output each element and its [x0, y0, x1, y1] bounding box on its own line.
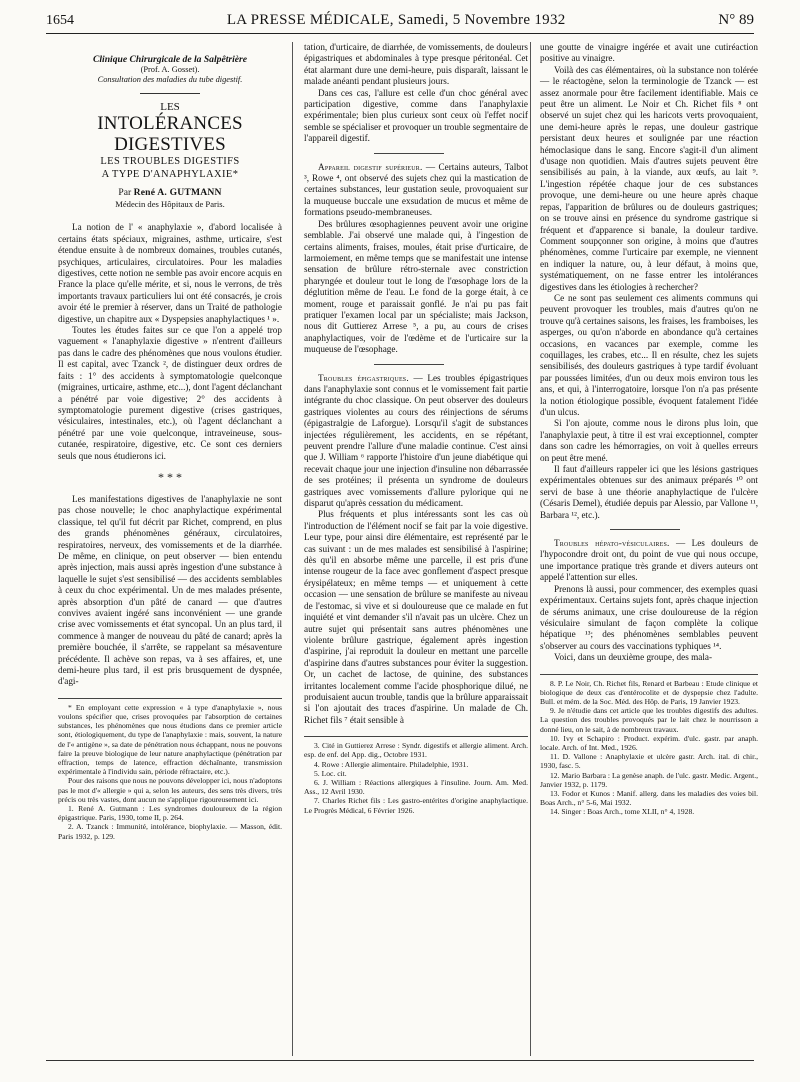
paragraph: Si l'on ajoute, comme nous le dirons plus loin, que l'anaphylaxie peut, à titre il est vrai exceptionnel, compter dans son cadre les hémorragies, on voit à quelles erreurs on peut être mené.: [540, 418, 758, 463]
reference: 14. Singer : Boas Arch., tome XLII, n° 4, 1928.: [550, 807, 695, 817]
page-header: [46, 12, 754, 32]
column-1: [58, 42, 282, 841]
title-les: LES: [160, 101, 180, 113]
section-stars: * * *: [158, 469, 182, 484]
paragraph: Des brûlures œsophagiennes peuvent avoir une origine semblable. J'ai observé une malade qui, à l'ingestion de certains aliments, fraises, moules, était prise d'urticaire, de larmoiement, en même temps que se manifestait une intense sensation de brûlure rétro-sternale avec constriction pharyngée et douleur tout le long de l'œsophage lors de la déglutition même de l'eau. Le fond de la gorge était, à ce moment, rouge et paraissait gonflé. Je n'ai pu pas fait pratiquer l'examen local par un spécialiste; mais Jackson, nous dit Guttierez Arrese ⁵, a pu, au cours de crises anaphylactiques, voir de l'œdème et de l'urticaire sur la muqueuse de l'œsophage.: [304, 218, 528, 355]
article-title: INTOLÉRANCES DIGESTIVES: [97, 113, 243, 156]
section-rule: [374, 153, 444, 154]
reference: 9. Je n'étudie dans cet article que les troubles digestifs des adultes. La question des troubles provoqués par le lait chez le nourrisson a donné lieu, on le sait, à de nombreux travaux.: [540, 706, 758, 734]
issue-number: N° 89: [718, 12, 754, 28]
professor: (Prof. A. Gosset).: [140, 65, 200, 74]
paragraph: Voici, dans un deuxième groupe, des mala-: [554, 652, 713, 663]
column-2: [304, 42, 528, 815]
article-subtitle-1: LES TROUBLES DIGESTIFS: [100, 156, 240, 168]
section-rule: [610, 529, 680, 530]
footnote: 2. A. Tzanck : Immunité, intolérance, biophylaxie. — Masson, édit. Paris 1932, p. 129.: [58, 822, 282, 841]
author-line: [58, 187, 282, 199]
section-rule: [374, 364, 444, 365]
footnote: 1. René A. Gutmann : Les syndromes douloureux de la région épigastrique. Paris, 1930, tome II, p. 264.: [58, 804, 282, 823]
paragraph: Toutes les études faites sur ce que l'on a appelé trop vaguement « l'anaphylaxie digestive » n'entrent d'ailleurs pas dans le cadre des phénomènes que nous voulons étudier. Il est capital, avec Tzanck ², de distinguer deux ordres de faits : 1° des accidents à symptomatologie quelconque (migraines, urticaire, asthme, etc...), dont l'agent déclanchant a pénétré par voie digestive; 2° des accidents à symptomatologie purement digestive (crises gastriques, vésiculaires, intestinales, etc.), où l'agent déclanchant a pénétré par une voie quelconque, intraveineuse, sous-cutanée, respiratoire, digestive, etc. Ce sont ces derniers seuls que nous étudierons ici.: [58, 325, 282, 461]
reference: 3. Cité in Guttierez Arrese : Syndr. digestifs et allergie aliment. Arch. esp. de enf. del App. dig., Octobre 1931.: [304, 741, 528, 760]
page-number: 1654: [46, 13, 74, 28]
section-heading: Appareil digestif supérieur.: [318, 161, 423, 172]
reference: 4. Rowe : Allergie alimentaire. Philadelphie, 1931.: [314, 759, 469, 769]
reference: 13. Fodor et Kunos : Manif. allerg. dans les maladies des voies bil. Boas Arch., n° 5-6, Mai 1932.: [540, 788, 758, 808]
section-text: — Certains auteurs, Talbot ³, Rowe ⁴, ont observé des sujets chez qui la mastication de certaines substances, leur gustation seule, provoquaient sur la muqueuse buccale une exsudation de mucus et même de formations pseudo-membraneuses.: [304, 161, 528, 218]
footer-rule: [46, 1060, 754, 1061]
section-paragraph: [540, 538, 758, 584]
paragraph: Ce ne sont pas seulement ces aliments communs qui peuvent provoquer les troubles, mais d'autres qu'on ne trouve qu'à certaines saisons, les fraises, les framboises, les asperges, ou qu'on n'aborde en abondance qu'à certaines occasions, en vacances par exemple, comme les coquillages, les crabes, etc... Il en résulte, chez les sujets sensibilisés, des douleurs gastriques à type tardif évoluant par poussées limitées, d'un ou deux mois environ tous les ans, et qui, à l'interrogatoire, lorsque l'on n'a pas présente la notion étiologique possible, évoquent fatalement l'idée d'un ulcus.: [540, 292, 758, 417]
section-paragraph: [304, 373, 528, 510]
article-subtitle-2: A TYPE D'ANAPHYLAXIE*: [101, 169, 239, 181]
paragraph: Plus fréquents et plus intéressants sont les cas où l'introduction de l'élément nocif se fait par la voie digestive. Leur type, pour ainsi dire élémentaire, est représenté par le cas suivant : un de mes malades est sensibilisé à l'aspirine; dès qu'il en absorbe même une parcelle, il est pris d'une intense rougeur de la face avec gonflement d'aspect presque érysipélateux; en même temps — et uniquement à cette occasion — une sensation de brûlure se manifeste au niveau de l'estomac, si vive et si douloureuse que ce malade en fut inquiété et vint demander s'il n'avait pas un ulcère. Chez un autre sujet qui présentait sans autres phénomènes une violente brûlure gastrique, également après ingestion d'aspirine, j'ai reproduit la douleur en mettant une parcelle d'aspirine dans d'autres substances pour éviter la suggestion. Or, un cachet de lactose, de quinine, des substances irritantes localement comme l'acide phosphorique dilué, ne produisaient aucun trouble, tandis que la brûlure apparaissait si l'on ajoutait des traces d'aspirine. Un malade de Ch. Richet fils ⁷ était sensible à: [304, 509, 528, 725]
section-text: — Les douleurs de l'hypocondre droit ont, du point de vue qui nous occupe, une importance pratique très grande et divers auteurs ont appelé l'attention sur elles.: [540, 538, 758, 583]
paragraph: La notion de l' « anaphylaxie », d'abord localisée à certains états spéciaux, migraines, asthme, urticaire, s'est étendue ensuite à de nombreux domaines, troubles cutanés, psychiques, articulaires, circulatoires. Pour les maladies digestives, cette notion ne semble pas avoir encore acquis en France la place qu'elle mérite, et si, nous le verrons, de très importants travaux particuliers lui ont été consacrés, je crois avoir été le premier à réserver, dans un Traité de pathologie digestive, un chapitre aux « Dyspepsies anaphylactiques ¹ ».: [58, 222, 282, 324]
reference: 10. Ivy et Schapiro : Product. expérim. d'ulc. gastr. par anaph. locale. Arch. of Int. Med., 1926.: [540, 733, 758, 752]
paragraph: Prenons là aussi, pour commencer, des exemples quasi expérimentaux. Certains sujets font, après chaque injection de sérums animaux, une crise douloureuse de la région vésiculaire simulant de façon complète la colique hépatique ¹³; des phénomènes semblables peuvent s'observer au cours des vaccinations typhiques ¹⁴.: [540, 583, 758, 651]
column-divider-2: [530, 42, 531, 1056]
section-heading: Troubles épigastriques.: [318, 372, 409, 383]
reference: 12. Mario Barbara : La genèse anaph. de l'ulc. gastr. Medic. Argent., Janvier 1932, p. 1179.: [540, 770, 758, 789]
title-rule: [140, 93, 200, 94]
author-prefix: Par: [118, 187, 132, 199]
section-heading: Troubles hépato-vésiculaires.: [554, 538, 670, 549]
references: [540, 674, 758, 817]
header-rule: [46, 33, 754, 34]
footnote: Pour des raisons que nous ne pouvons développer ici, nous n'adoptons pas le mot d'« allergie » qui a, selon les auteurs, des sens très divers, très précis ou très vastes, dont aucun ne s'applique rigoureusement ici.: [58, 776, 282, 804]
paragraph: Dans ces cas, l'allure est celle d'un choc général avec participation digestive, comme dans l'anaphylaxie expérimentale; bien plus curieux sont ceux où l'effet nocif semble se spécialiser et provoquer un trouble segmentaire de l'appareil digestif.: [304, 87, 528, 144]
author-role: Médecin des Hôpitaux de Paris.: [115, 199, 225, 210]
column-3: [540, 42, 758, 817]
author-name: René A. GUTMANN: [133, 187, 222, 199]
section-text: — Les troubles épigastriques dans l'anaphylaxie sont connus et le vomissement fait partie intégrante du choc classique. On peut observer des douleurs gastriques violentes au cours des réinjections de sérums (épigastralgie de Laforgue). Lorsqu'il s'agit de substances injectées régulièrement, les accidents, en se répétant, peuvent prendre l'allure d'une maladie continue. C'est ainsi que J. William ⁶ rapporte l'histoire d'un jeune diabétique qui recevait chaque jour une injection d'insuline non débarrassée de ses protéines; il présenta un syndrome de douleurs gastriques avec vomissements d'allure pylorique qui ne disparut qu'après cessation du médicament.: [304, 372, 528, 509]
section-paragraph: [304, 162, 528, 219]
paragraph: Voilà des cas élémentaires, où la substance non tolérée — le réactogène, selon la terminologie de Tzanck — est assez anormale pour être facilement identifiable. Mais ce peut être un aliment. Le Noir et Ch. Richet fils ⁸ ont observé un sujet chez qui les haricots verts provoquaient, une demi-heure après le repas, une douleur gastrique persistant deux heures et soulignée par une réaction hémoclasique dans le sang. Encore s'agit-il d'un aliment d'usage non quotidien. Mais d'autres sujets peuvent être sensibilisés au pain, à la viande, aux œufs, au lait ⁹. L'ingestion répétée chaque jour de ces substances provoque, une demi-heure ou une heure après chaque repas, l'apparition de brûlures ou de douleurs gastriques; on se trouve ainsi en présence du syndrome gastrique si fréquent et d'apparence si banale, la douleur tardive. Comment soupçonner son origine, à moins que d'autres phénomènes, comme l'urticaire par exemple, ne viennent en indiquer la nature, ou, à leur défaut, à moins que, systématiquement, on ne fasse entrer les intolérances digestives dans les étiologies à rechercher?: [540, 64, 758, 292]
footnotes: [58, 698, 282, 841]
paragraph: une goutte de vinaigre ingérée et avait une cutiréaction positive au vinaigre.: [540, 42, 758, 64]
paragraph: Il faut d'ailleurs rappeler ici que les lésions gastriques expérimentales obtenues sur des animaux préparés ¹⁰ ont servi de base à une théorie anaphylactique de l'ulcère (Césaris Demel), étudiée depuis par Alessio, par Vallone ¹¹, Barbara ¹², etc.).: [540, 464, 758, 520]
clinic-name: Clinique Chirurgicale de la Salpêtrière: [92, 54, 248, 65]
reference: 8. P. Le Noir, Ch. Richet fils, Renard et Barbeau : Etude clinique et biologique de deux cas d'entérocolite et de dyspepsie chez l'adulte. Bull. et mém. de la Soc. Méd. des Hôp. de Paris, 19 Janvier 1923.: [540, 678, 758, 706]
references: [304, 736, 528, 815]
column-divider-1: [292, 42, 293, 1056]
reference: 5. Loc. cit.: [314, 768, 347, 778]
reference: 11. D. Vallone : Anaphylaxie et ulcère gastr. Arch. ital. di chir., 1930, fasc. 5.: [540, 752, 758, 771]
journal-header: LA PRESSE MÉDICALE, Samedi, 5 Novembre 1932: [226, 12, 566, 28]
reference: 6. J. William : Réactions allergiques à l'insuline. Journ. Am. Med. Ass., 12 Avril 1930.: [304, 777, 528, 797]
consultation: Consultation des maladies du tube digestif.: [97, 75, 243, 84]
paragraph: tation, d'urticaire, de diarrhée, de vomissements, de douleurs épigastriques et abdominales à type presque péritonéal. Cet état alarmant dure une demi-heure, puis disparaît, laissant le malade anéanti pendant plusieurs jours.: [304, 42, 528, 87]
reference: 7. Charles Richet fils : Les gastro-entérites d'origine anaphylactique. Le Progrès Médical, 6 Février 1926.: [304, 796, 528, 815]
paragraph: Les manifestations digestives de l'anaphylaxie ne sont pas chose nouvelle; le choc anaphylactique expérimental classique, tel qu'il fut décrit par Richet, comprend, en plus des grands phénomènes généraux, circulatoires, respiratoires, nerveux, des vomissements et de la diarrhée. De même, en clinique, on peut observer — bien entendu après injection, mais aussi après ingestion d'une substance à laquelle le sujet s'est sensibilisé — des accidents semblables à ceux du choc expérimental. Un de mes malades présente, après absorption d'un pâté de canard — que d'autres convives avaient ingéré sans inconvénient — une grande crise avec vomissements et état syncopal. Un an plus tard, il commence à manger de nouveau du pâté de canard; après la première bouchée, il s'arrête, se rappelant sa mésaventure précédente. Il achève son repas, va à ses affaires, et, une demi-heure plus tard, il est pris brusquement de dyspnée, d'agi-: [58, 493, 282, 687]
footnote: * En employant cette expression « à type d'anaphylaxie », nous voulons spécifier que, crises provoquées par l'absorption de certaines substances, les phénomènes que nous étudions dans ce premier article sont, étiologiquement, du type de l'anaphylaxie : mais, souvent, la nature de l'« antigène », sa date de pénétration nous échappant, nous ne pouvons faire la preuve biologique de leur nature anaphylactique (pénétration par effraction, temps de latence, effraction déchaînante, transmission expérimentale à l'individu sain, période réfractaire, etc.).: [58, 702, 282, 777]
